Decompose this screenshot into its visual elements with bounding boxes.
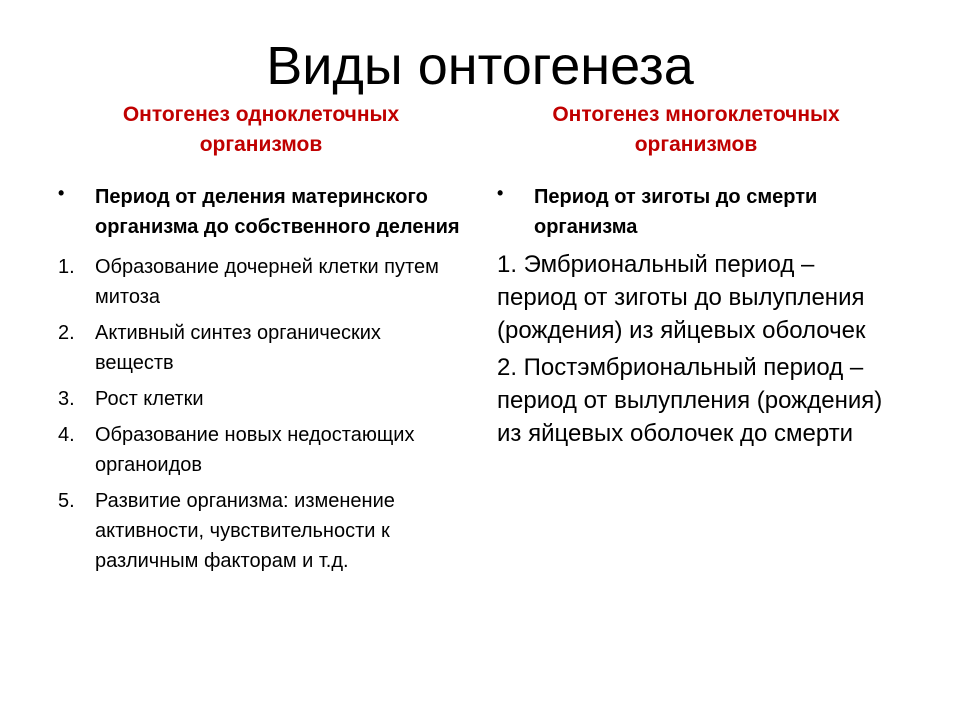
right-column — [497, 182, 897, 450]
list-item — [58, 384, 463, 414]
left-bullet — [58, 182, 463, 242]
list-item-text: Рост клетки — [95, 388, 204, 410]
list-item-text: Активный синтез органических веществ — [95, 322, 381, 374]
list-item — [58, 486, 463, 576]
left-column — [58, 182, 463, 582]
list-item-number: 4. — [58, 424, 75, 446]
list-item — [58, 318, 463, 378]
list-item-text: Образование дочерней клетки путем митоза — [95, 256, 439, 308]
left-bullet-text: Период от деления материнского организма до собственного деления — [95, 186, 460, 238]
right-bullet — [497, 182, 897, 242]
left-column-heading: Онтогенез одноклеточных организмов — [122, 103, 400, 156]
list-item-number: 5. — [58, 490, 75, 512]
right-bullet-text: Период от зиготы до смерти организма — [534, 186, 818, 238]
left-numbered-list — [58, 252, 463, 576]
list-item-text: Развитие организма: изменение активности, чувствительности к различным факторам и т.д. — [95, 490, 395, 572]
bullet-icon: • — [497, 183, 504, 203]
slide-title: Виды онтогенеза — [266, 36, 694, 96]
right-paragraph-embryonic: 1. Эмбриональный период – период от зиготы до вылупления (рождения) из яйцевых оболочек — [497, 251, 866, 344]
list-item — [58, 252, 463, 312]
list-item-text: Образование новых недостающих органоидов — [95, 424, 415, 476]
list-item-number: 1. — [58, 256, 75, 278]
list-item-number: 2. — [58, 322, 75, 344]
list-item — [58, 420, 463, 480]
list-item-number: 3. — [58, 388, 75, 410]
bullet-icon: • — [58, 183, 65, 203]
right-column-heading: Онтогенез многоклеточных организмов — [552, 103, 840, 156]
right-paragraph-postembryonic: 2. Постэмбриональный период – период от вылупления (рождения) из яйцевых оболочек до смерти — [497, 354, 883, 447]
